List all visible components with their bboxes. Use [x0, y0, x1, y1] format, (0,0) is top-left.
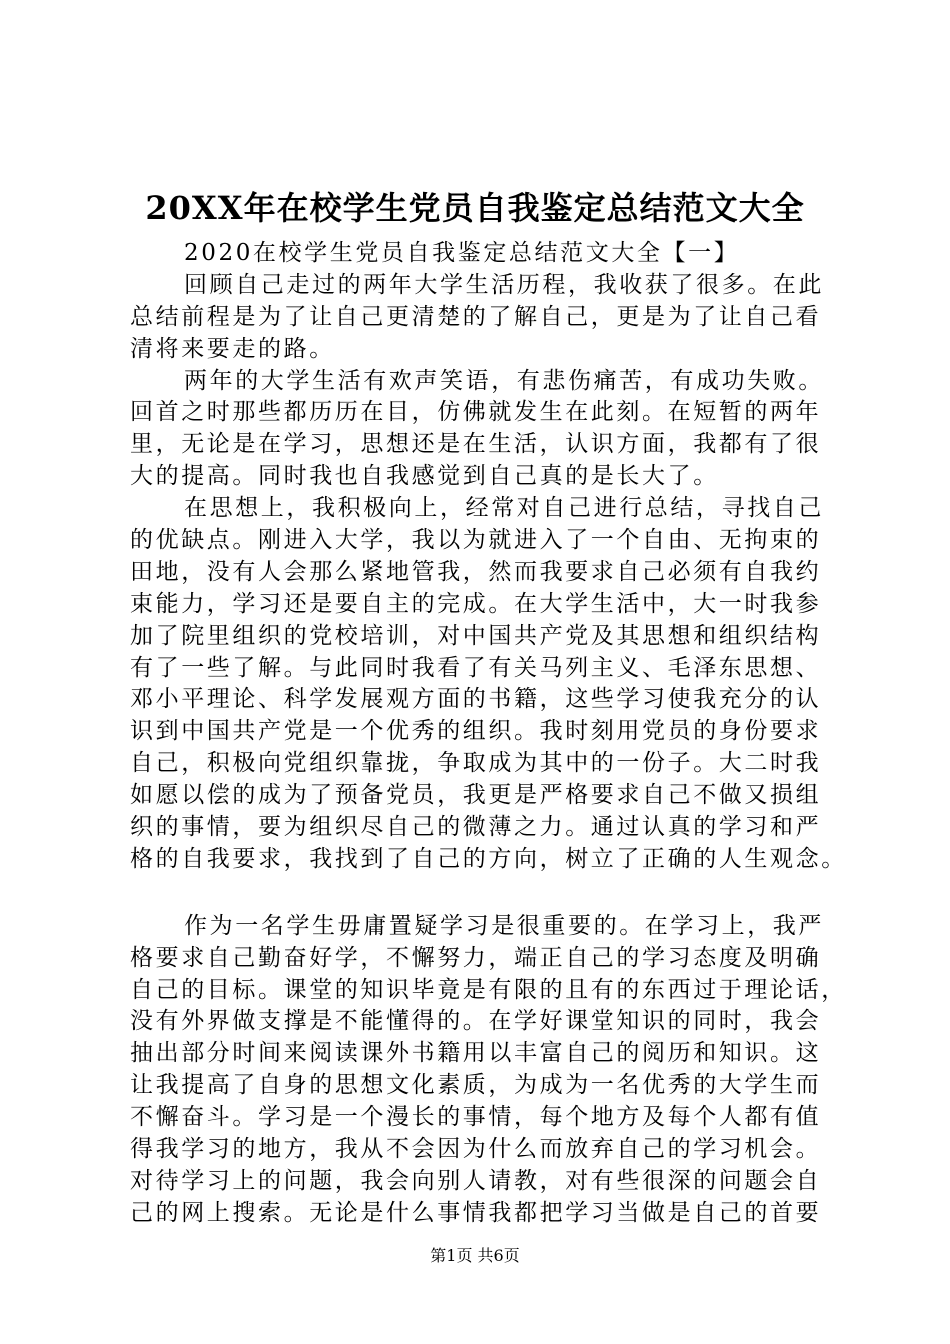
paragraph-line: 里，无论是在学习，思想还是在生活，认识方面，我都有了很 — [130, 431, 822, 458]
section-heading: 2020在校学生党员自我鉴定总结范文大全【一】 — [184, 240, 740, 266]
paragraph-line: 总结前程是为了让自己更清楚的了解自己，更是为了让自己看 — [130, 303, 822, 330]
paragraph-line: 如愿以偿的成为了预备党员，我更是严格要求自己不做又损组 — [130, 782, 822, 809]
paragraph-line: 得我学习的地方，我从不会因为什么而放弃自己的学习机会。 — [130, 1136, 822, 1163]
paragraph-line: 邓小平理论、科学发展观方面的书籍，这些学习使我充分的认 — [130, 686, 822, 713]
paragraph-4 — [130, 911, 847, 1230]
paragraph-spacer — [130, 876, 830, 911]
paragraph-line: 田地，没有人会那么紧地管我，然而我要求自己必须有自我约 — [130, 558, 822, 585]
paragraph-line: 自己，积极向党组织靠拢，争取成为其中的一份子。大二时我 — [130, 750, 822, 777]
document-body — [130, 238, 847, 1230]
page-number: 第1页 共6页 — [430, 1246, 520, 1265]
paragraph-line: 大的提高。同时我也自我感觉到自己真的是长大了。 — [130, 463, 719, 490]
paragraph-line: 对待学习上的问题，我会向别人请教，对有些很深的问题会自 — [130, 1167, 822, 1194]
paragraph-line: 让我提高了自身的思想文化素质，为成为一名优秀的大学生而 — [130, 1072, 822, 1099]
paragraph-line: 的优缺点。刚进入大学，我以为就进入了一个自由、无拘束的 — [130, 527, 822, 554]
paragraph-line: 作为一名学生毋庸置疑学习是很重要的。在学习上，我严 — [184, 912, 824, 939]
paragraph-3 — [130, 493, 847, 876]
paragraph-line: 格要求自己勤奋好学，不懈努力，端正自己的学习态度及明确 — [130, 944, 822, 971]
paragraph-2 — [130, 366, 830, 494]
paragraph-line: 抽出部分时间来阅读课外书籍用以丰富自己的阅历和知识。这 — [130, 1040, 822, 1067]
paragraph-line: 识到中国共产党是一个优秀的组织。我时刻用党员的身份要求 — [130, 718, 822, 745]
paragraph-line: 两年的大学生活有欢声笑语，有悲伤痛苦，有成功失败。 — [184, 367, 824, 394]
paragraph-line: 自己的目标。课堂的知识毕竟是有限的且有的东西过于理论话， — [130, 976, 847, 1003]
paragraph-line: 有了一些了解。与此同时我看了有关马列主义、毛泽东思想、 — [130, 654, 822, 681]
paragraph-line: 加了院里组织的党校培训，对中国共产党及其思想和组织结构 — [130, 622, 822, 649]
paragraph-line: 不懈奋斗。学习是一个漫长的事情，每个地方及每个人都有值 — [130, 1104, 822, 1131]
paragraph-line: 没有外界做支撑是不能懂得的。在学好课堂知识的同时，我会 — [130, 1008, 822, 1035]
paragraph-line: 回首之时那些都历历在目，仿佛就发生在此刻。在短暂的两年 — [130, 399, 822, 426]
paragraph-line: 束能力，学习还是要自主的完成。在大学生活中，大一时我参 — [130, 590, 822, 617]
paragraph-line: 清将来要走的路。 — [130, 335, 335, 362]
paragraph-1 — [130, 270, 830, 366]
paragraph-line: 格的自我要求，我找到了自己的方向，树立了正确的人生观念。 — [130, 845, 847, 872]
paragraph-line: 织的事情，要为组织尽自己的微薄之力。通过认真的学习和严 — [130, 814, 822, 841]
paragraph-line: 己的网上搜索。无论是什么事情我都把学习当做是自己的首要 — [130, 1199, 822, 1226]
paragraph-line: 回顾自己走过的两年大学生活历程，我收获了很多。在此 — [184, 271, 824, 298]
document-title: 20XX年在校学生党员自我鉴定总结范文大全 — [145, 189, 805, 227]
paragraph-line: 在思想上，我积极向上，经常对自己进行总结，寻找自己 — [184, 495, 824, 522]
